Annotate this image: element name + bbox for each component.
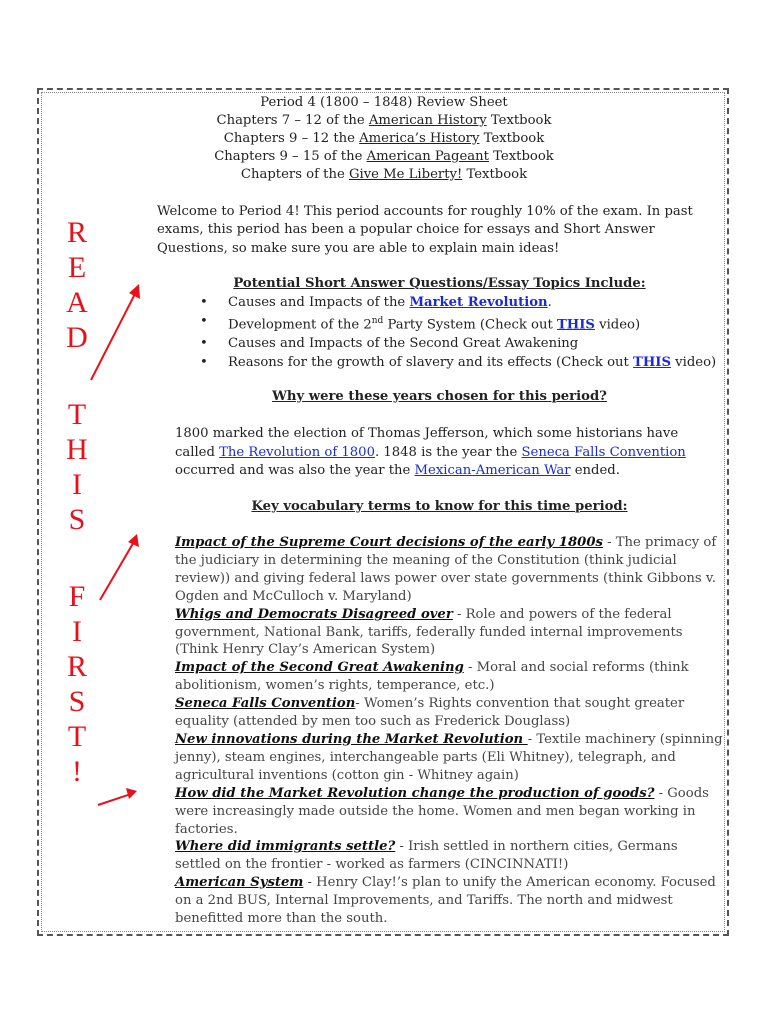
topics-list	[200, 293, 740, 372]
topic-text: Development of the 2	[228, 317, 372, 333]
side-letter: I	[72, 615, 82, 648]
mexican-american-war-link[interactable]: Mexican-American War	[414, 463, 571, 478]
revolution-of-1800-link[interactable]: The Revolution of 1800	[219, 444, 375, 460]
header	[140, 94, 628, 184]
book-title: American Pageant	[366, 149, 489, 164]
topic-text: Reasons for the growth of slavery and its effects (Check out	[228, 355, 633, 371]
vocab-term: New innovations during the Market Revolution	[175, 731, 528, 747]
topic-text: Party System (Check out	[383, 317, 557, 333]
vocab-definition: - Henry Clay!’s plan to unify the American economy. Focused on a 2nd BUS, Internal Improvements, and Tariffs. The north and midwest benefitted more than the south.	[175, 875, 716, 927]
side-letter: A	[66, 286, 88, 319]
topic-text: Causes and Impacts of the Second Great Awakening	[228, 336, 579, 352]
side-letter: H	[66, 433, 88, 466]
list-item	[200, 312, 740, 334]
market-revolution-link[interactable]: Market Revolution	[409, 295, 548, 310]
side-letter-gap	[60, 537, 94, 579]
side-letter: R	[66, 216, 87, 249]
header-line-american-pageant	[140, 148, 628, 166]
side-letter: S	[68, 503, 86, 536]
side-letter: !	[72, 755, 82, 788]
header-text: Textbook	[462, 167, 528, 182]
vocab-term: Whigs and Democrats Disagreed over	[175, 606, 453, 622]
vocab-term: Where did immigrants settle?	[175, 839, 396, 855]
list-item	[200, 293, 740, 312]
book-title: America’s History	[359, 131, 480, 146]
vocab-definition: - Women’s Rights convention that sought greater equality (attended by men too such as Frederick Douglass)	[175, 696, 685, 730]
side-letter: S	[68, 685, 86, 718]
book-title: American History	[368, 113, 487, 128]
why-paragraph	[175, 425, 720, 481]
why-heading: Why were these years chosen for this period?	[272, 389, 607, 404]
header-line-americas-history	[140, 130, 628, 148]
header-text: Chapters 7 – 12 of the	[216, 113, 369, 128]
why-text: . 1848 is the year the	[374, 444, 522, 460]
header-text: Chapters of the	[240, 167, 349, 182]
side-letter: I	[72, 468, 82, 501]
side-letter: E	[67, 251, 87, 284]
vocab-definition: - Role and powers of the federal government, National Bank, tariffs, federally funded internal improvements (Think Henry Clay’s American System)	[175, 606, 683, 658]
topic-text: video)	[670, 355, 717, 371]
topics-heading: Potential Short Answer Questions/Essay Topics Include:	[233, 276, 646, 291]
header-text: Textbook	[488, 149, 554, 164]
side-letter: F	[68, 580, 86, 613]
topic-text: .	[547, 295, 552, 310]
why-text: ended.	[570, 463, 620, 478]
vocab-definition: - The primacy of the judiciary in determining the meaning of the Constitution (think judicial review)) and giving federal laws power over state governments (think Gibbons v. Ogden and McCulloch v. Maryland)	[175, 535, 717, 604]
vocab-item	[175, 731, 723, 785]
topic-text: video)	[594, 317, 641, 333]
vocab-definition: - Textile machinery (spinning jenny), steam engines, interchangeable parts (Eli Whitney), telegraph, and agricultural inventions (cotton gin - Whitney again)	[175, 731, 723, 783]
vocab-heading: Key vocabulary terms to know for this time period:	[251, 499, 628, 514]
red-arrow-icon	[95, 530, 145, 605]
vocab-item	[175, 606, 723, 660]
vocab-term: Impact of the Second Great Awakening	[175, 660, 464, 676]
vocab-definition: - Moral and social reforms (think abolitionism, women’s rights, temperance, etc.)	[175, 660, 689, 694]
vocab-term: How did the Market Revolution change the production of goods?	[175, 785, 655, 801]
vocab-item	[175, 874, 723, 928]
vocab-term: Seneca Falls Convention	[175, 696, 356, 712]
header-line-give-me-liberty	[140, 166, 628, 184]
vocab-definition: - Goods were increasingly made outside the home. Women and men began working in factories.	[175, 785, 709, 837]
red-arrow-icon	[85, 280, 145, 385]
slavery-video-link[interactable]: THIS	[633, 355, 671, 371]
vocab-item	[175, 785, 723, 839]
list-item	[200, 334, 740, 353]
vocab-item	[175, 695, 723, 731]
header-text: Chapters 9 – 15 of the	[214, 149, 367, 164]
party-system-video-link[interactable]: THIS	[556, 317, 595, 333]
vocab-term: Impact of the Supreme Court decisions of the early 1800s	[175, 535, 603, 550]
header-title: Period 4 (1800 – 1848) Review Sheet	[260, 95, 508, 110]
vocab-list	[175, 534, 723, 928]
header-line-american-history	[140, 112, 628, 130]
vocab-item	[175, 659, 723, 695]
topic-text: Causes and Impacts of the	[228, 295, 410, 310]
vocab-term: American System	[175, 875, 304, 891]
vocab-definition: - Irish settled in northern cities, Germans settled on the frontier - worked as farmers (CINCINNATI!)	[175, 839, 678, 873]
seneca-falls-link[interactable]: Seneca Falls Convention	[521, 444, 686, 460]
side-letter: T	[67, 398, 87, 431]
vocab-item	[175, 534, 723, 606]
header-text: Textbook	[486, 113, 552, 128]
why-text: 1800 marked the election of Thomas Jefferson, which some historians have called	[175, 426, 679, 460]
list-item	[200, 353, 740, 372]
red-arrow-icon	[95, 785, 140, 810]
superscript: nd	[371, 316, 384, 326]
why-text: occurred and was also the year the	[175, 463, 415, 478]
header-text: Textbook	[479, 131, 545, 146]
intro-paragraph: Welcome to Period 4! This period accounts for roughly 10% of the exam. In past exams, this period has been a popular choice for essays and Short Answer Questions, so make sure you are able to explain main ideas!	[157, 204, 693, 256]
side-letter: T	[67, 720, 87, 753]
header-text: Chapters 9 – 12 the	[223, 131, 360, 146]
side-letter: R	[66, 650, 87, 683]
book-title: Give Me Liberty!	[348, 167, 463, 182]
vocab-item	[175, 838, 723, 874]
side-letter: D	[66, 321, 88, 354]
